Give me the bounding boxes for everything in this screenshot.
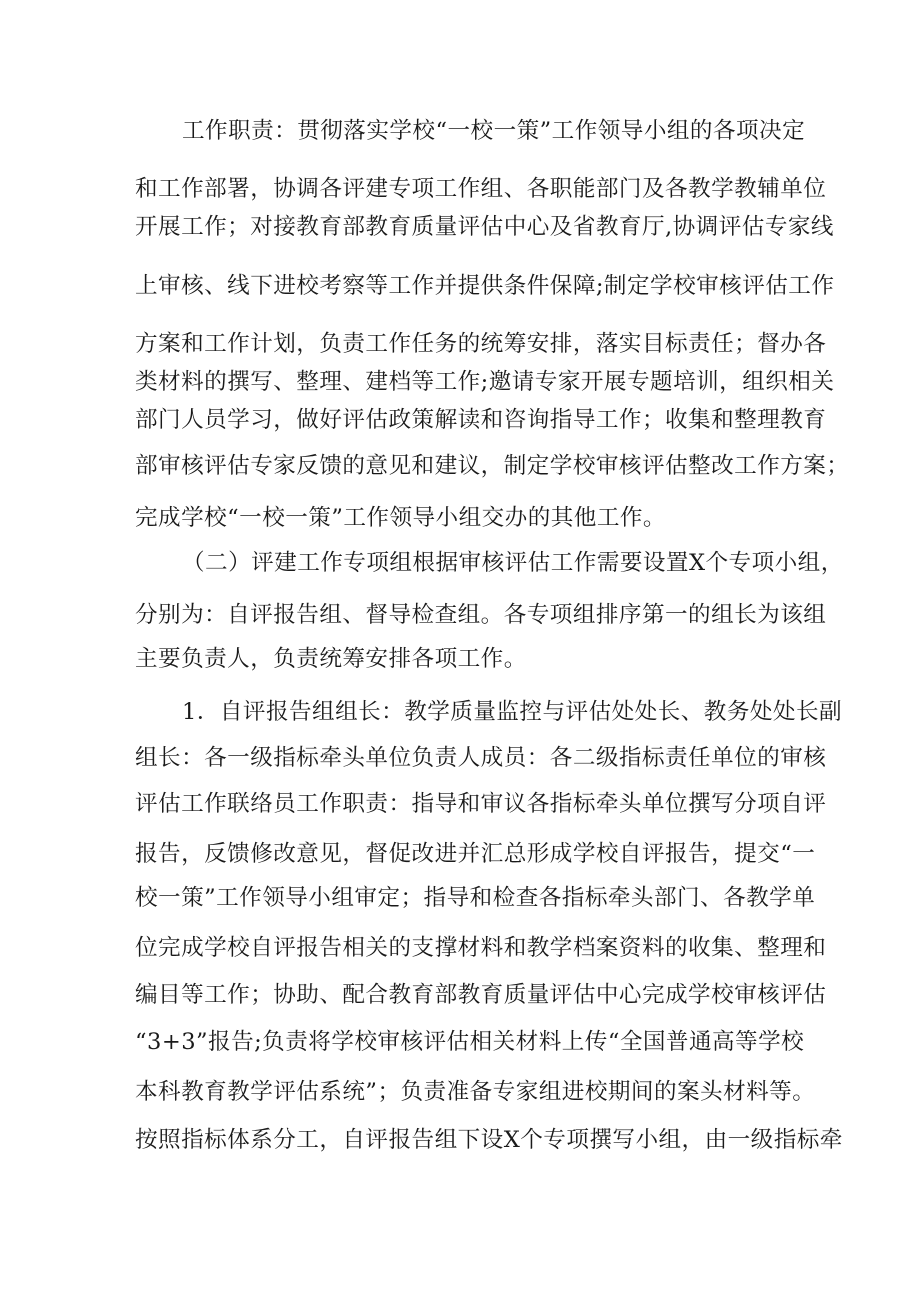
paragraph-line: 评估工作联络员工作职责：指导和审议各指标牵头单位撰写分项自评 bbox=[135, 791, 827, 817]
paragraph-line: 方案和工作计划，负责工作任务的统筹安排，落实目标责任；督办各 bbox=[135, 331, 827, 357]
paragraph-line: 部审核评估专家反馈的意见和建议，制定学校审核评估整改工作方案； bbox=[135, 453, 850, 479]
paragraph-line: 组长：各一级指标牵头单位负责人成员：各二级指标责任单位的审核 bbox=[135, 745, 827, 771]
paragraph-line: 上审核、线下进校考察等工作并提供条件保障;制定学校审核评估工作 bbox=[135, 273, 835, 299]
paragraph-line: 类材料的撰写、整理、建档等工作;邀请专家开展专题培训，组织相关 bbox=[135, 369, 835, 395]
paragraph-line: 1．自评报告组组长：教学质量监控与评估处处长、教务处处长副 bbox=[182, 699, 843, 725]
paragraph-line: 主要负责人，负责统筹安排各项工作。 bbox=[135, 646, 527, 672]
paragraph-line: 按照指标体系分工，自评报告组下设X个专项撰写小组，由一级指标牵 bbox=[135, 1127, 843, 1153]
paragraph-line: 和工作部署，协调各评建专项工作组、各职能部门及各教学教辅单位 bbox=[135, 176, 827, 202]
paragraph-line: 完成学校“一校一策”工作领导小组交办的其他工作。 bbox=[135, 505, 666, 531]
paragraph-line: 部门人员学习，做好评估政策解读和咨询指导工作；收集和整理教育 bbox=[135, 407, 827, 433]
paragraph-line: 编目等工作；协助、配合教育部教育质量评估中心完成学校审核评估 bbox=[135, 982, 827, 1008]
paragraph-line: （二）评建工作专项组根据审核评估工作需要设置X个专项小组， bbox=[182, 550, 844, 576]
paragraph-line: 本科教育教学评估系统”；负责准备专家组进校期间的案头材料等。 bbox=[135, 1079, 816, 1105]
paragraph-line: 开展工作；对接教育部教育质量评估中心及省教育厅,协调评估专家线 bbox=[135, 214, 834, 240]
paragraph-line: 报告，反馈修改意见，督促改进并汇总形成学校自评报告，提交“一 bbox=[135, 841, 816, 867]
paragraph-line: 校一策”工作领导小组审定；指导和检查各指标牵头部门、各教学单 bbox=[135, 885, 816, 911]
paragraph-line: “3+3”报告;负责将学校审核评估相关材料上传“全国普通高等学校 bbox=[135, 1029, 805, 1055]
paragraph-line: 位完成学校自评报告相关的支撑材料和教学档案资料的收集、整理和 bbox=[135, 935, 827, 961]
paragraph-line: 分别为：自评报告组、督导检查组。各专项组排序第一的组长为该组 bbox=[135, 602, 827, 628]
paragraph-line: 工作职责：贯彻落实学校“一校一策”工作领导小组的各项决定 bbox=[182, 118, 806, 144]
